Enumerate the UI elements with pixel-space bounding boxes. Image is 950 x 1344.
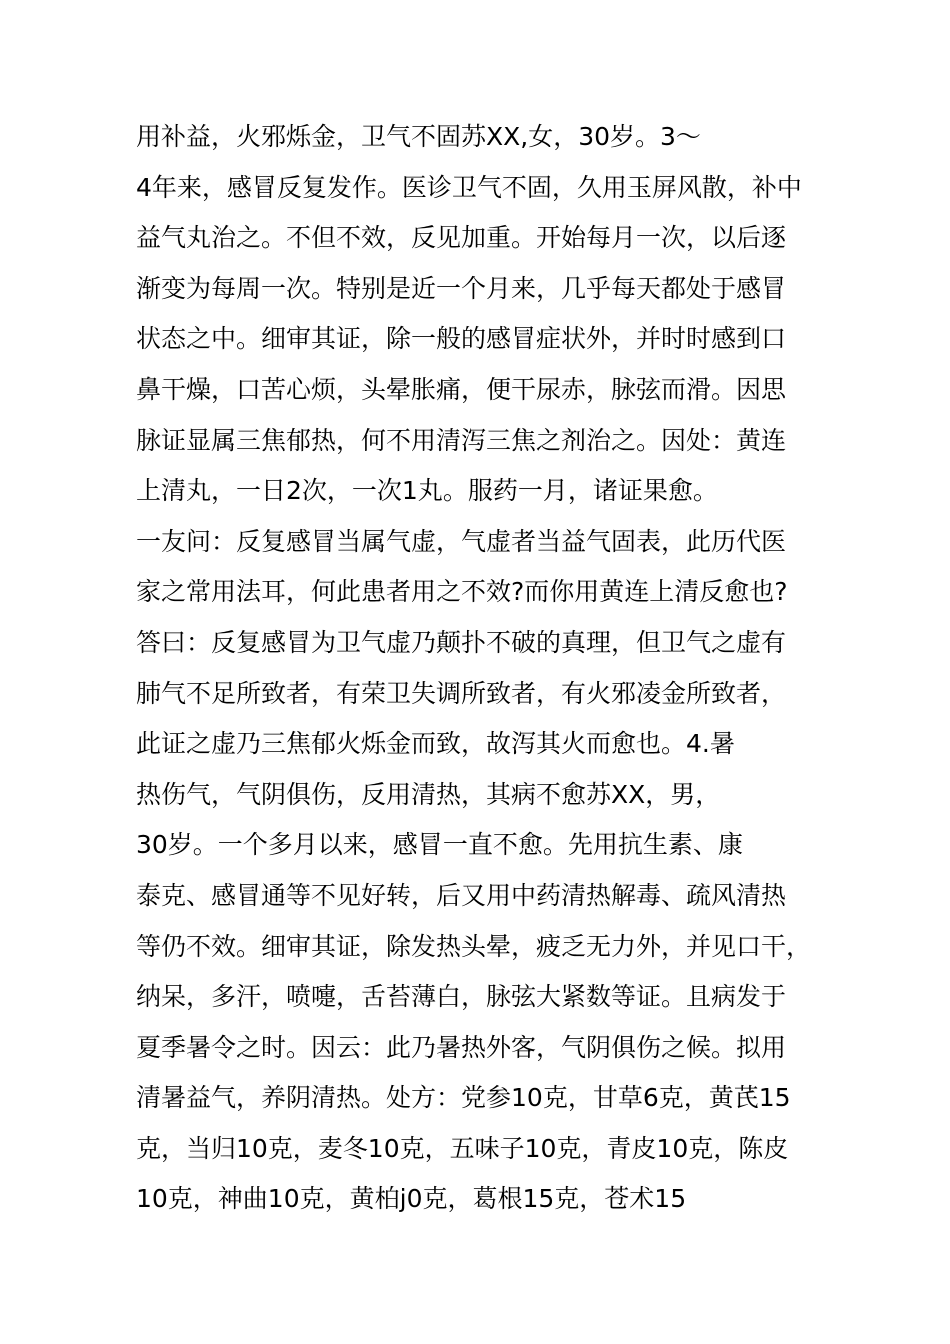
text-line-14: 热伤气，气阴俱伤，反用清热，其病不愈苏XX，男， (136, 779, 721, 809)
text-line-13: 此证之虚乃三焦郁火烁金而致，故泻其火而愈也。4.暑 (136, 729, 735, 759)
text-line-11: 答曰：反复感冒为卫气虚乃颠扑不破的真理，但卫气之虚有 (136, 627, 787, 657)
text-line-7: 脉证显属三焦郁热，何不用清泻三焦之剂治之。因处：黄连 (136, 425, 787, 455)
body-text (136, 112, 826, 1225)
text-line-16: 泰克、感冒通等不见好转，后又用中药清热解毒、疏风清热 (136, 880, 787, 910)
text-line-5: 状态之中。细审其证，除一般的感冒症状外，并时时感到口 (136, 324, 787, 354)
text-line-10: 家之常用法耳，何此患者用之不效?而你用黄连上清反愈也? (136, 577, 788, 607)
text-line-2: 4年来，感冒反复发作。医诊卫气不固，久用玉屏风散，补中 (136, 172, 802, 202)
text-line-22: 10克，神曲10克，黄柏j0克，葛根15克，苍术15 (136, 1184, 687, 1214)
text-line-4: 渐变为每周一次。特别是近一个月来，几乎每天都处于感冒 (136, 273, 787, 303)
text-line-12: 肺气不足所致者，有荣卫失调所致者，有火邪凌金所致者， (136, 678, 787, 708)
text-line-1: 用补益，火邪烁金，卫气不固苏XX,女，30岁。3〜 (136, 122, 701, 151)
text-line-21: 克，当归10克，麦冬10克，五味子10克，青皮10克，陈皮 (136, 1133, 789, 1163)
text-line-15: 30岁。一个多月以来，感冒一直不愈。先用抗生素、康 (136, 830, 743, 860)
text-line-3: 益气丸治之。不但不效，反见加重。开始每月一次，以后逐 (136, 223, 787, 253)
text-line-20: 清暑益气，养阴清热。处方：党参10克，甘草6克，黄芪15 (136, 1083, 791, 1113)
text-line-6: 鼻干燥，口苦心烦，头晕胀痛，便干尿赤，脉弦而滑。因思 (136, 374, 787, 404)
text-line-18: 纳呆，多汗，喷嚏，舌苔薄白，脉弦大紧数等证。且病发于 (136, 982, 787, 1012)
text-line-8: 上清丸，一日2次，一次1丸。服药一月，诸证果愈。 (136, 476, 718, 506)
text-line-19: 夏季暑令之时。因云：此乃暑热外客，气阴俱伤之候。拟用 (136, 1032, 787, 1062)
text-line-17: 等仍不效。细审其证，除发热头晕，疲乏无力外，并见口干， (136, 931, 812, 961)
text-line-9: 一友问：反复感冒当属气虚，气虚者当益气固表，此历代医 (136, 526, 787, 556)
